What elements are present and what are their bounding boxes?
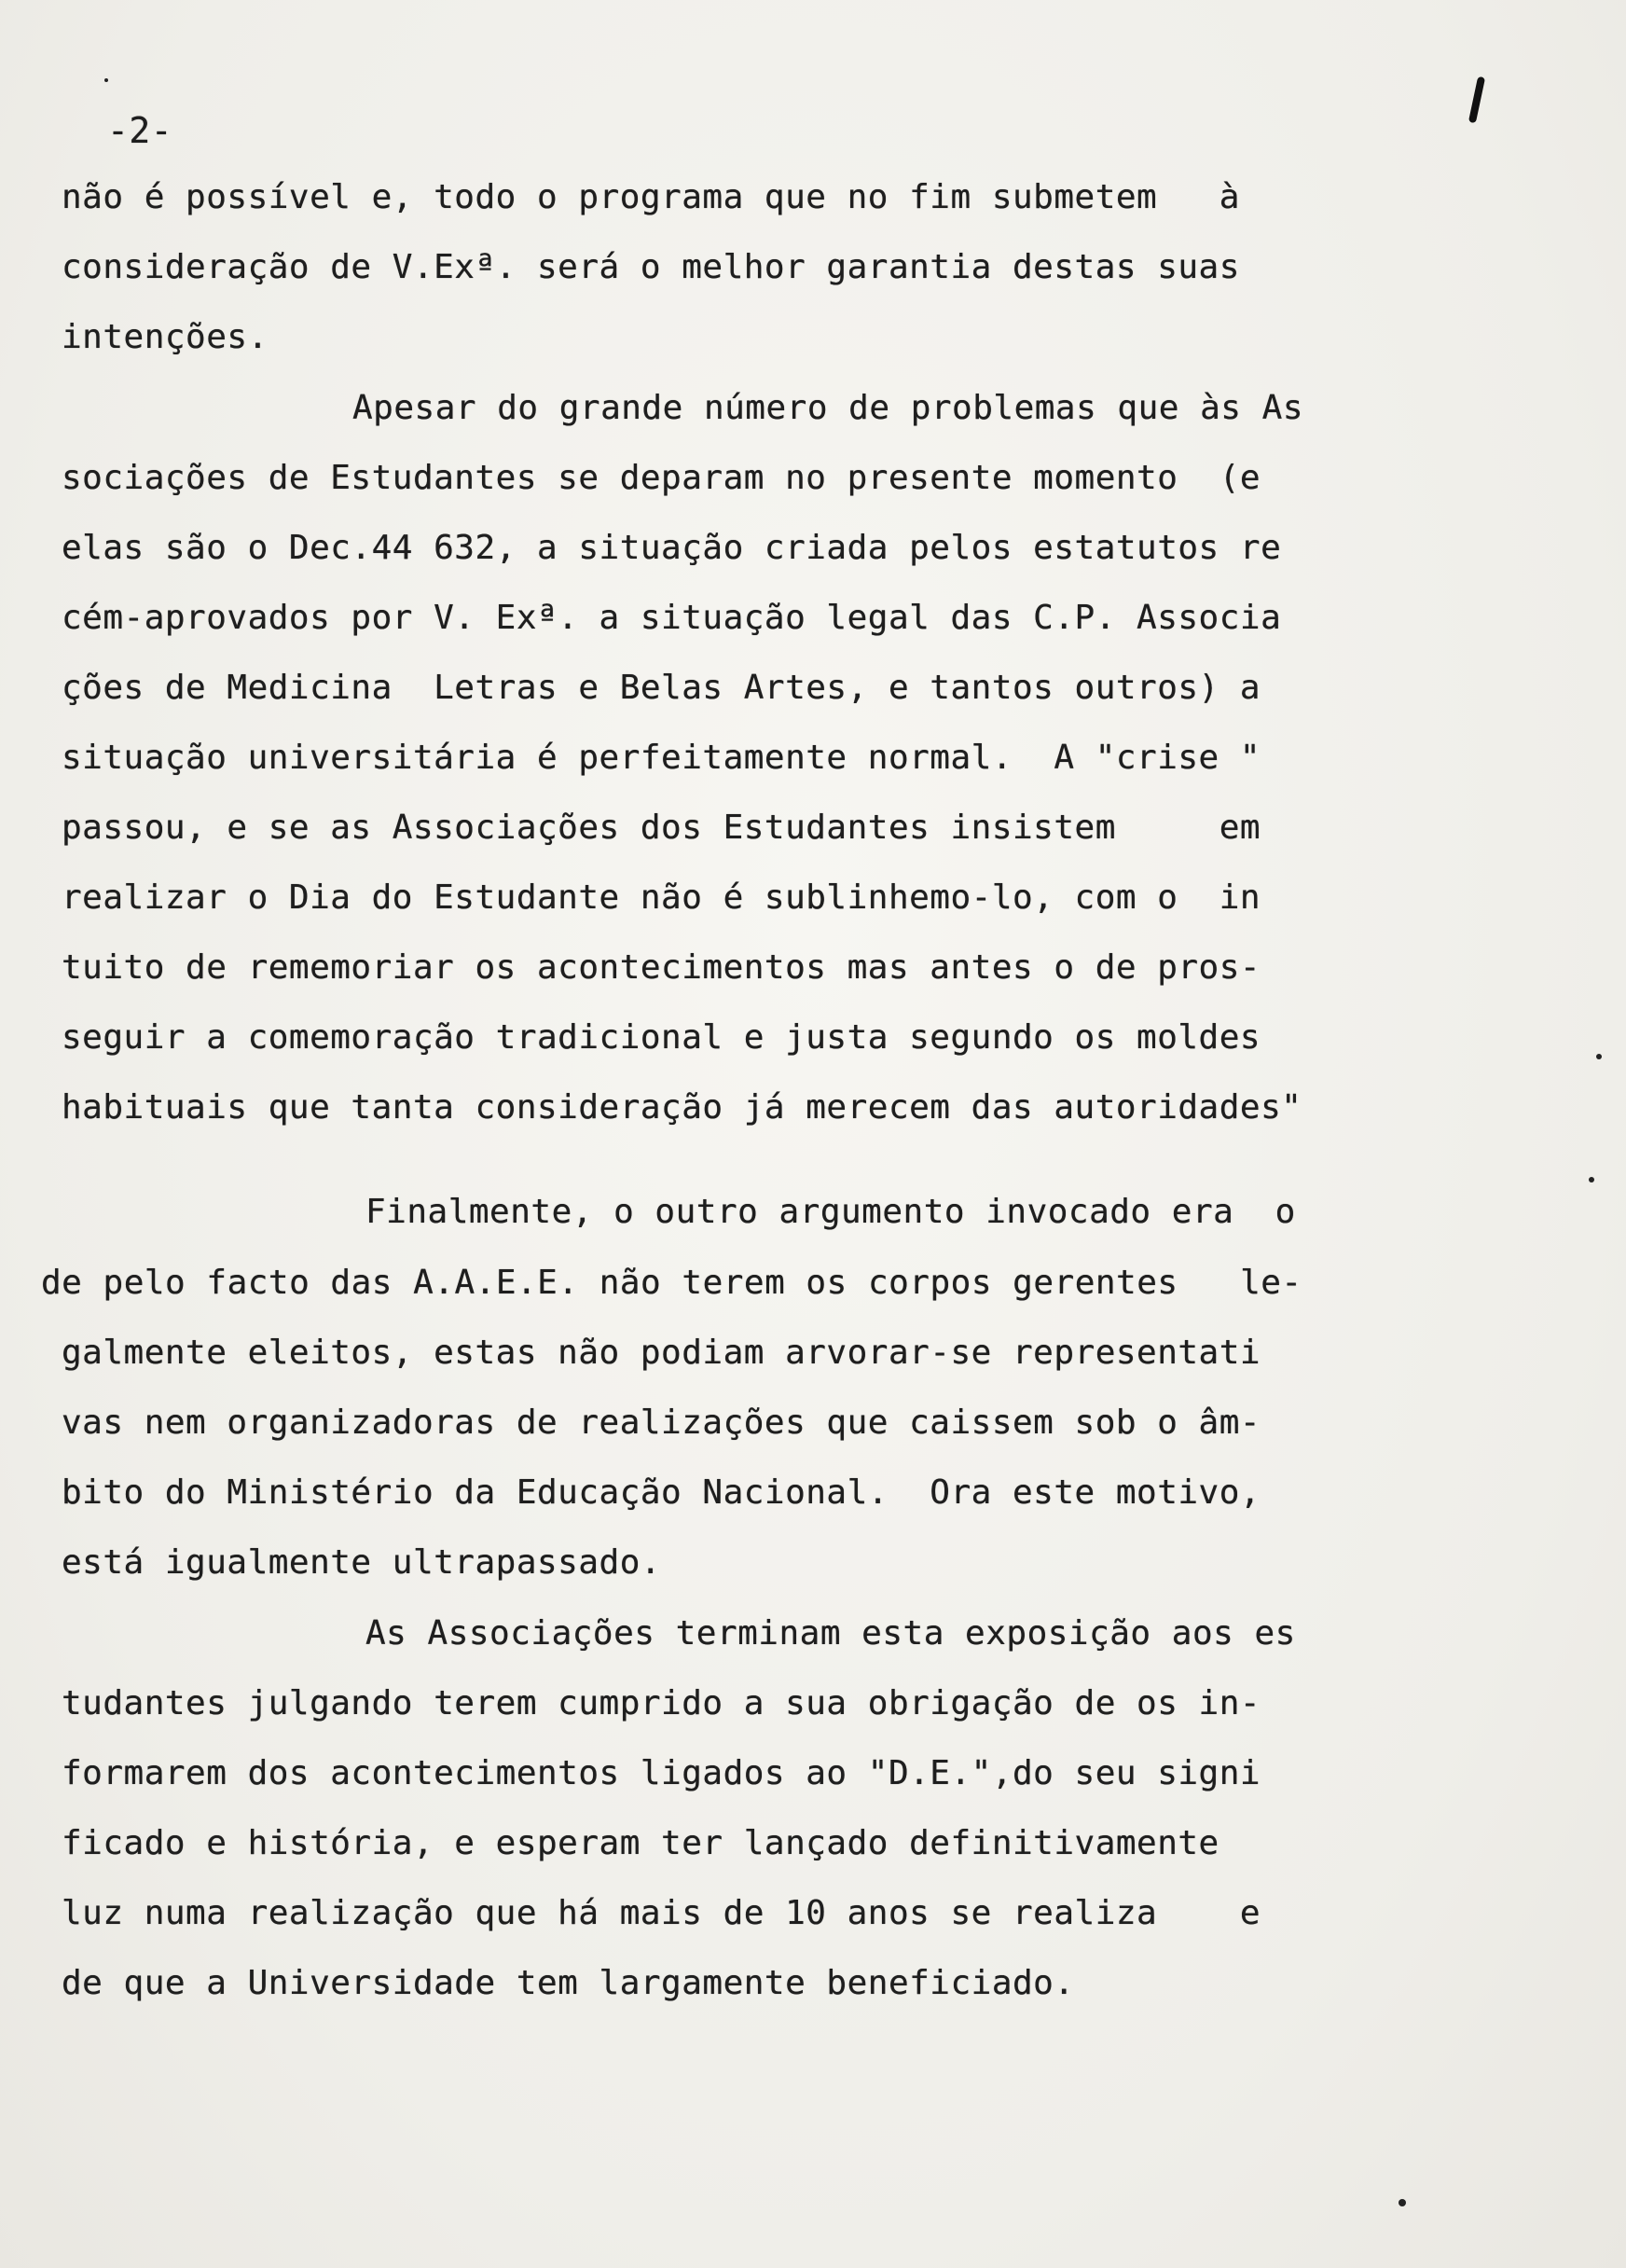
ink-speck [1596, 1054, 1602, 1059]
text-line: consideração de V.Exª. será o melhor garantia destas suas [62, 248, 1240, 286]
text-line: de que a Universidade tem largamente beneficiado. [62, 1964, 1075, 2002]
text-line: passou, e se as Associações dos Estudantes insistem em [62, 809, 1261, 847]
text-line: Apesar do grande número de problemas que às As [352, 389, 1303, 427]
text-line: habituais que tanta consideração já merecem das autoridades" [62, 1088, 1302, 1127]
page-number: -2- [107, 110, 173, 151]
handwritten-tick-mark [1468, 76, 1485, 124]
text-line: não é possível e, todo o programa que no fim submetem à [62, 178, 1240, 216]
text-line: bito do Ministério da Educação Nacional. Ora este motivo, [62, 1473, 1261, 1512]
text-line: intenções. [62, 318, 269, 356]
text-line: ficado e história, e esperam ter lançado definitivamente [62, 1824, 1220, 1862]
text-line: As Associações terminam esta exposição aos es [365, 1614, 1296, 1653]
ink-speck [104, 78, 108, 82]
text-line: elas são o Dec.44 632, a situação criada pelos estatutos re [62, 529, 1282, 567]
text-line: de pelo facto das A.A.E.E. não terem os corpos gerentes le- [41, 1264, 1302, 1302]
text-line: seguir a comemoração tradicional e justa segundo os moldes [62, 1018, 1261, 1057]
text-line: formarem dos acontecimentos ligados ao "D.E.",do seu signi [62, 1754, 1261, 1792]
text-line: tudantes julgando terem cumprido a sua obrigação de os in- [62, 1684, 1261, 1722]
text-line: situação universitária é perfeitamente normal. A "crise " [62, 739, 1261, 777]
ink-speck [1589, 1177, 1594, 1182]
text-line: luz numa realização que há mais de 10 anos se realiza e [62, 1894, 1261, 1932]
text-line: ções de Medicina Letras e Belas Artes, e tantos outros) a [62, 669, 1261, 707]
text-line: realizar o Dia do Estudante não é sublinhemo-lo, com o in [62, 878, 1261, 917]
text-line: Finalmente, o outro argumento invocado era o [365, 1193, 1296, 1231]
text-line: vas nem organizadoras de realizações que caissem sob o âm- [62, 1404, 1261, 1442]
ink-speck [1399, 2199, 1406, 2206]
text-line: sociações de Estudantes se deparam no presente momento (e [62, 459, 1261, 497]
text-line: tuito de rememoriar os acontecimentos mas antes o de pros- [62, 948, 1261, 987]
text-line: galmente eleitos, estas não podiam arvorar-se representati [62, 1334, 1261, 1372]
text-line: cém-aprovados por V. Exª. a situação legal das C.P. Associa [62, 599, 1282, 637]
text-line: está igualmente ultrapassado. [62, 1543, 662, 1582]
